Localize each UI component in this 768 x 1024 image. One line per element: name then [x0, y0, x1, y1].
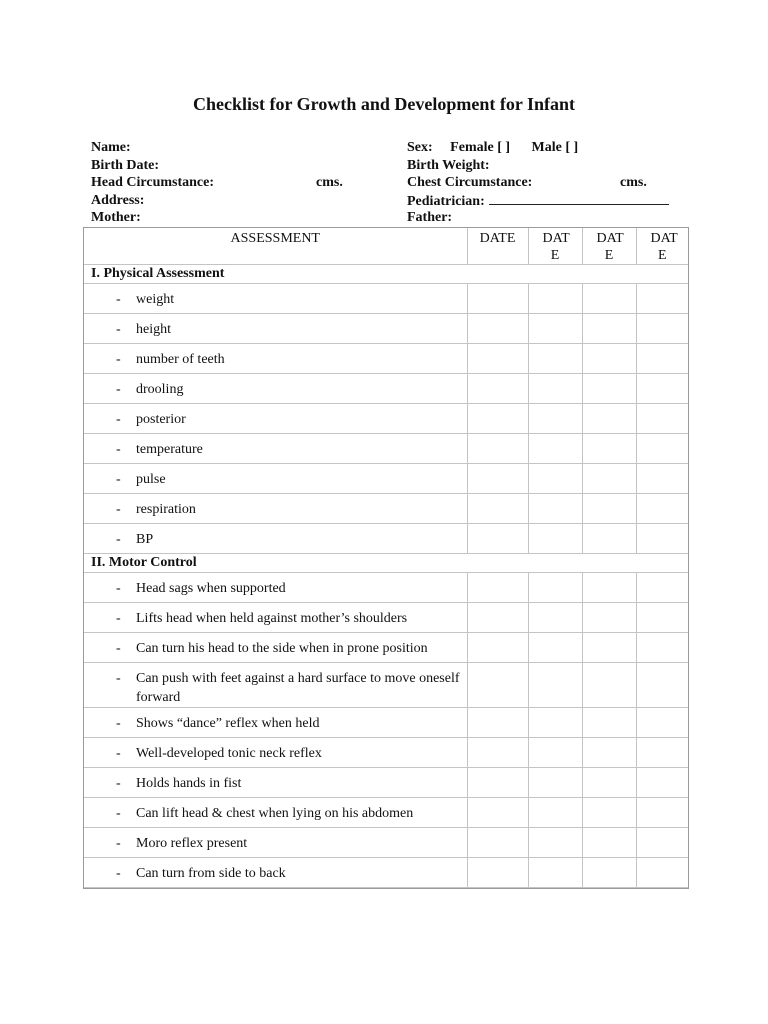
section-title: I. Physical Assessment	[84, 265, 688, 284]
assessment-item-label: Can turn from side to back	[136, 866, 286, 881]
mother-label: Mother:	[91, 210, 141, 226]
bullet-dash: -	[116, 352, 121, 367]
birth-weight-field	[407, 157, 669, 175]
date-entry-cell[interactable]	[636, 858, 688, 888]
bullet-dash: -	[116, 776, 121, 791]
table-row	[84, 738, 688, 768]
date-entry-cell[interactable]	[528, 374, 582, 404]
date-entry-cell[interactable]	[528, 858, 582, 888]
date-entry-cell[interactable]	[467, 708, 528, 738]
date-entry-cell[interactable]	[636, 284, 688, 314]
date-entry-cell[interactable]	[582, 344, 636, 374]
name-field	[91, 139, 214, 157]
date-entry-cell[interactable]	[636, 524, 688, 554]
assessment-item-label: Can push with feet against a hard surface to move oneself forward	[136, 671, 460, 705]
birth-date-label: Birth Date:	[91, 157, 160, 173]
date-entry-cell[interactable]	[467, 314, 528, 344]
head-circumference-unit: cms.	[316, 175, 343, 191]
date-entry-cell[interactable]	[636, 708, 688, 738]
assessment-item-cell	[84, 573, 467, 603]
date-entry-cell[interactable]	[467, 573, 528, 603]
date-entry-cell[interactable]	[467, 434, 528, 464]
assessment-item-label: Can lift head & chest when lying on his abdomen	[136, 806, 414, 821]
date-entry-cell[interactable]	[467, 374, 528, 404]
assessment-item-cell	[84, 768, 467, 798]
date-entry-cell[interactable]	[582, 284, 636, 314]
assessment-header: ASSESSMENT	[84, 228, 467, 265]
date-entry-cell[interactable]	[467, 603, 528, 633]
date-entry-cell[interactable]	[528, 344, 582, 374]
assessment-item-cell	[84, 858, 467, 888]
date-entry-cell[interactable]	[467, 404, 528, 434]
date-entry-cell[interactable]	[636, 633, 688, 663]
info-right-column	[407, 139, 669, 227]
table-row	[84, 828, 688, 858]
assessment-item-label: posterior	[136, 412, 186, 427]
assessment-grid	[84, 228, 688, 888]
date-header-4: DAT E	[636, 228, 688, 265]
date-entry-cell[interactable]	[528, 663, 582, 708]
date-entry-cell[interactable]	[528, 708, 582, 738]
date-header-3: DAT E	[582, 228, 636, 265]
date-entry-cell[interactable]	[467, 858, 528, 888]
female-checkbox[interactable]: Female [ ]	[450, 140, 511, 155]
date-entry-cell[interactable]	[528, 494, 582, 524]
bullet-dash: -	[116, 836, 121, 851]
date-entry-cell[interactable]	[528, 573, 582, 603]
address-label: Address:	[91, 192, 145, 208]
bullet-dash: -	[116, 611, 121, 626]
bullet-dash: -	[116, 806, 121, 821]
assessment-table	[83, 227, 689, 889]
bullet-dash: -	[116, 532, 121, 547]
date-entry-cell[interactable]	[582, 633, 636, 663]
table-row	[84, 374, 688, 404]
date-entry-cell[interactable]	[636, 663, 688, 708]
date-entry-cell[interactable]	[582, 434, 636, 464]
date-entry-cell[interactable]	[467, 828, 528, 858]
header-row	[84, 228, 688, 265]
date-entry-cell[interactable]	[582, 663, 636, 708]
date-entry-cell[interactable]	[582, 524, 636, 554]
date-entry-cell[interactable]	[636, 738, 688, 768]
assessment-item-label: Head sags when supported	[136, 581, 286, 596]
birth-weight-label: Birth Weight:	[407, 157, 490, 173]
date-entry-cell[interactable]	[636, 494, 688, 524]
table-row	[84, 708, 688, 738]
assessment-item-cell	[84, 374, 467, 404]
sex-field	[407, 139, 669, 157]
date-entry-cell[interactable]	[636, 464, 688, 494]
date-entry-cell[interactable]	[528, 284, 582, 314]
table-row	[84, 344, 688, 374]
date-entry-cell[interactable]	[528, 633, 582, 663]
assessment-item-label: weight	[136, 292, 175, 307]
date-entry-cell[interactable]	[528, 404, 582, 434]
date-entry-cell[interactable]	[528, 828, 582, 858]
date-entry-cell[interactable]	[636, 573, 688, 603]
table-row	[84, 494, 688, 524]
assessment-item-label: Shows “dance” reflex when held	[136, 716, 320, 731]
date-entry-cell[interactable]	[636, 603, 688, 633]
date-entry-cell[interactable]	[528, 434, 582, 464]
table-row	[84, 404, 688, 434]
bullet-dash: -	[116, 716, 121, 731]
info-left-column	[91, 139, 343, 227]
date-entry-cell[interactable]	[467, 524, 528, 554]
date-entry-cell[interactable]	[467, 284, 528, 314]
assessment-item-cell	[84, 524, 467, 554]
date-entry-cell[interactable]	[528, 798, 582, 828]
assessment-item-cell	[84, 284, 467, 314]
assessment-item-label: respiration	[136, 502, 196, 517]
date-entry-cell[interactable]	[582, 573, 636, 603]
table-row	[84, 524, 688, 554]
bullet-dash: -	[116, 412, 121, 427]
document-title: Checklist for Growth and Development for Infant	[193, 94, 575, 114]
chest-circumference-label: Chest Circumstance:	[407, 175, 533, 191]
assessment-item-cell	[84, 798, 467, 828]
date-entry-cell[interactable]	[582, 494, 636, 524]
bullet-dash: -	[116, 322, 121, 337]
birth-date-field	[91, 157, 214, 175]
date-entry-cell[interactable]	[528, 464, 582, 494]
date-entry-cell[interactable]	[467, 798, 528, 828]
assessment-item-cell	[84, 603, 467, 633]
pediatrician-blank-line[interactable]	[489, 192, 669, 205]
assessment-item-cell	[84, 464, 467, 494]
date-entry-cell[interactable]	[582, 798, 636, 828]
sex-label: Sex:	[407, 140, 433, 155]
date-entry-cell[interactable]	[636, 828, 688, 858]
table-row	[84, 464, 688, 494]
mother-field	[91, 209, 214, 227]
date-entry-cell[interactable]	[467, 464, 528, 494]
table-row	[84, 314, 688, 344]
date-entry-cell[interactable]	[582, 858, 636, 888]
date-entry-cell[interactable]	[582, 768, 636, 798]
section-title: II. Motor Control	[84, 554, 688, 573]
bullet-dash: -	[116, 866, 121, 881]
bullet-dash: -	[116, 581, 121, 596]
address-field	[91, 192, 214, 210]
date-entry-cell[interactable]	[582, 603, 636, 633]
assessment-item-cell	[84, 314, 467, 344]
father-field	[407, 209, 669, 227]
assessment-item-cell	[84, 404, 467, 434]
date-header-1: DATE	[467, 228, 528, 265]
date-entry-cell[interactable]	[636, 798, 688, 828]
date-entry-cell[interactable]	[467, 738, 528, 768]
chest-circumference-field	[407, 174, 669, 192]
assessment-item-cell	[84, 738, 467, 768]
assessment-item-label: temperature	[136, 442, 203, 457]
assessment-item-label: Holds hands in fist	[136, 776, 242, 791]
table-row	[84, 284, 688, 314]
table-row	[84, 663, 688, 708]
father-label: Father:	[407, 210, 453, 226]
assessment-item-cell	[84, 494, 467, 524]
table-row	[84, 798, 688, 828]
bullet-dash: -	[116, 382, 121, 397]
date-entry-cell[interactable]	[528, 603, 582, 633]
assessment-item-label: drooling	[136, 382, 184, 397]
assessment-item-cell	[84, 344, 467, 374]
date-entry-cell[interactable]	[582, 708, 636, 738]
assessment-item-label: Well-developed tonic neck reflex	[136, 746, 322, 761]
date-entry-cell[interactable]	[636, 344, 688, 374]
date-entry-cell[interactable]	[582, 404, 636, 434]
section-row	[84, 265, 688, 284]
assessment-item-cell	[84, 828, 467, 858]
assessment-item-label: Can turn his head to the side when in prone position	[136, 641, 428, 656]
date-entry-cell[interactable]	[467, 344, 528, 374]
assessment-item-label: height	[136, 322, 171, 337]
assessment-item-cell	[84, 708, 467, 738]
date-entry-cell[interactable]	[467, 768, 528, 798]
date-entry-cell[interactable]	[467, 494, 528, 524]
date-entry-cell[interactable]	[467, 633, 528, 663]
head-circumference-label: Head Circumstance:	[91, 175, 214, 191]
bullet-dash: -	[116, 472, 121, 487]
table-row	[84, 858, 688, 888]
date-entry-cell[interactable]	[636, 404, 688, 434]
date-entry-cell[interactable]	[528, 738, 582, 768]
assessment-item-cell	[84, 434, 467, 464]
bullet-dash: -	[116, 746, 121, 761]
date-entry-cell[interactable]	[528, 314, 582, 344]
assessment-item-cell	[84, 633, 467, 663]
date-entry-cell[interactable]	[582, 314, 636, 344]
bullet-dash: -	[116, 641, 121, 656]
table-row	[84, 603, 688, 633]
chest-circumference-unit: cms.	[620, 175, 647, 191]
table-row	[84, 768, 688, 798]
date-entry-cell[interactable]	[467, 663, 528, 708]
head-circumference-field	[91, 174, 343, 192]
assessment-item-cell	[84, 663, 467, 708]
bullet-dash: -	[116, 292, 121, 307]
date-entry-cell[interactable]	[582, 828, 636, 858]
assessment-item-label: pulse	[136, 472, 166, 487]
table-row	[84, 633, 688, 663]
date-entry-cell[interactable]	[636, 374, 688, 404]
date-entry-cell[interactable]	[528, 768, 582, 798]
date-entry-cell[interactable]	[582, 738, 636, 768]
assessment-item-label: number of teeth	[136, 352, 225, 367]
date-entry-cell[interactable]	[582, 464, 636, 494]
section-row	[84, 554, 688, 573]
date-entry-cell[interactable]	[636, 768, 688, 798]
male-checkbox[interactable]: Male [ ]	[531, 140, 579, 155]
date-entry-cell[interactable]	[636, 434, 688, 464]
table-row	[84, 573, 688, 603]
bullet-dash: -	[116, 502, 121, 517]
date-header-2: DAT E	[528, 228, 582, 265]
name-label: Name:	[91, 140, 131, 155]
pediatrician-label: Pediatrician:	[407, 193, 485, 209]
assessment-item-label: Moro reflex present	[136, 836, 248, 851]
date-entry-cell[interactable]	[582, 374, 636, 404]
bullet-dash: -	[116, 671, 121, 686]
bullet-dash: -	[116, 442, 121, 457]
table-row	[84, 434, 688, 464]
date-entry-cell[interactable]	[636, 314, 688, 344]
assessment-item-label: Lifts head when held against mother’s shoulders	[136, 611, 408, 626]
assessment-item-label: BP	[136, 532, 154, 547]
date-entry-cell[interactable]	[528, 524, 582, 554]
pediatrician-field	[407, 192, 669, 210]
